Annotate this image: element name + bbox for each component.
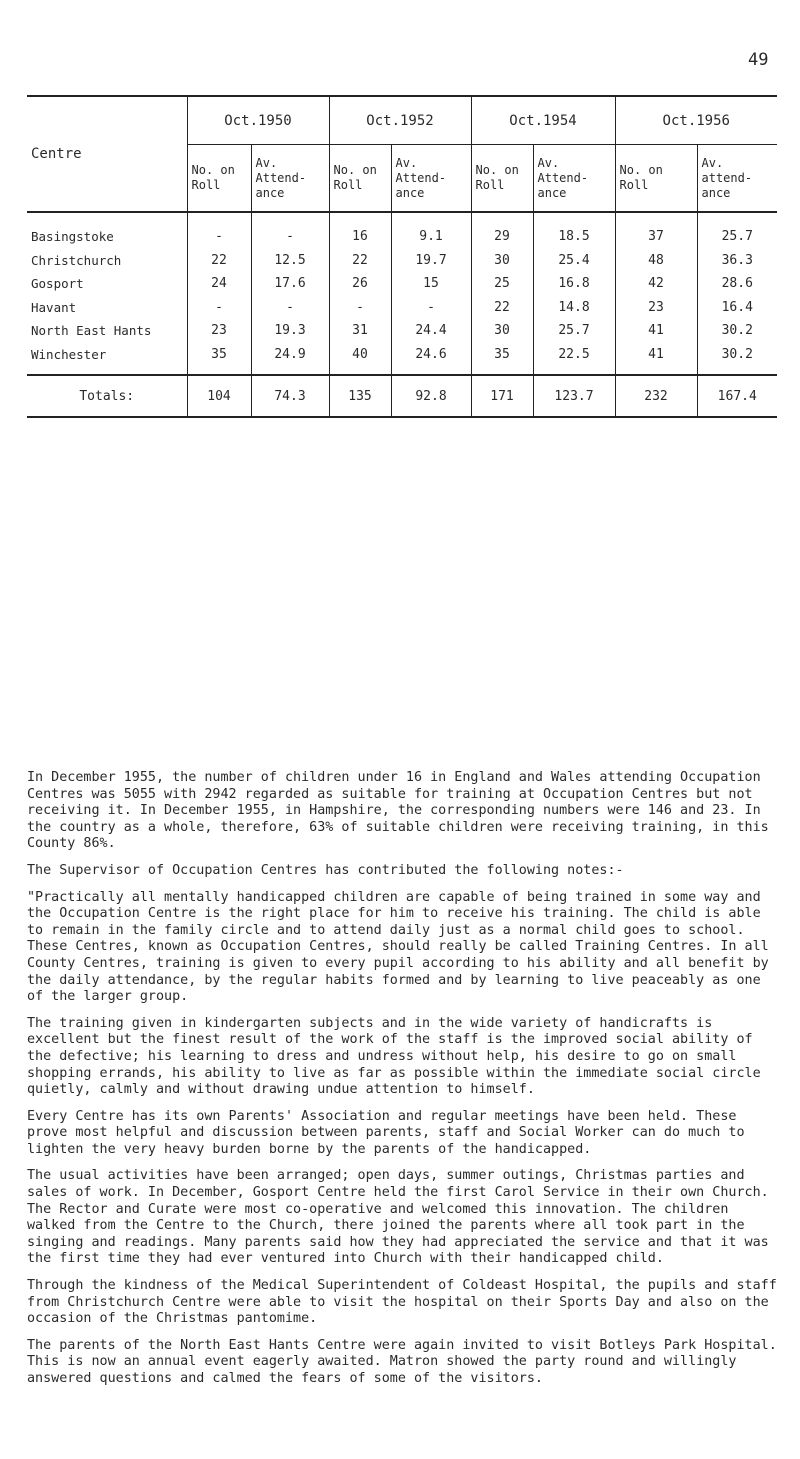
table-cell: 30: [471, 319, 533, 343]
table-row: [27, 296, 777, 320]
total-cell: 74.3: [251, 375, 329, 417]
year-header: Oct.1952: [329, 96, 471, 145]
table-cell: 42: [615, 272, 697, 296]
table-cell: 41: [615, 319, 697, 343]
paragraph: In December 1955, the number of children under 16 in England and Wales attending Occupation Centres was 5055 with 2942 regarded as suitable for training at Occupation Centres but not receiving it. In December 1955, in Hampshire, the corresponding numbers were 146 and 23. In the country as a whole, therefore, 63% of suitable children were receiving training, in this County 86%.: [27, 770, 777, 852]
table-cell: 22: [329, 249, 391, 273]
paragraph: Every Centre has its own Parents' Association and regular meetings have been held. These prove most helpful and discussion between parents, staff and Social Worker can do much to lighten the very heavy burden borne by the parents of the handicapped.: [27, 1108, 753, 1157]
table-cell: 22: [471, 296, 533, 320]
table-cell: 23: [615, 296, 697, 320]
table-cell: 16: [329, 212, 391, 249]
table-cell: 18.5: [533, 212, 615, 249]
table-cell: 36.3: [697, 249, 777, 273]
table-cell: 12.5: [251, 249, 329, 273]
table-row: [27, 212, 777, 249]
paragraph: Through the kindness of the Medical Superintendent of Coldeast Hospital, the pupils and staff from Christchurch Centre were able to visit the hospital on their Sports Day and also on the occasion of the Christmas pantomime.: [27, 1278, 785, 1327]
table-cell: 19.3: [251, 319, 329, 343]
table-cell: 24.9: [251, 343, 329, 376]
table-cell: 24.4: [391, 319, 471, 343]
table-cell: 25.4: [533, 249, 615, 273]
totals-row: [27, 375, 777, 417]
sub-header: No. on Roll: [471, 145, 533, 213]
table-cell: 30.2: [697, 343, 777, 376]
total-cell: 171: [471, 375, 533, 417]
table-cell: 29: [471, 212, 533, 249]
centre-name: Gosport: [31, 276, 84, 292]
table-row: [27, 343, 777, 376]
total-cell: 104: [187, 375, 251, 417]
total-cell: 232: [615, 375, 697, 417]
year-header: Oct.1956: [615, 96, 777, 145]
sub-header: Av. Attend-ance: [533, 145, 615, 213]
table-cell: 16.8: [533, 272, 615, 296]
table-cell: 41: [615, 343, 697, 376]
sub-header: Av. attend-ance: [697, 145, 777, 213]
body-text: [27, 770, 785, 1398]
table-cell: 40: [329, 343, 391, 376]
table-cell: 31: [329, 319, 391, 343]
occupation-centres-table: [27, 95, 777, 418]
totals-label: Totals:: [27, 375, 187, 417]
table-cell: 9.1: [391, 212, 471, 249]
page-number: 49: [748, 50, 769, 70]
total-cell: 135: [329, 375, 391, 417]
table-cell: 22.5: [533, 343, 615, 376]
table-cell: 17.6: [251, 272, 329, 296]
table-cell: 35: [187, 343, 251, 376]
paragraph: The Supervisor of Occupation Centres has contributed the following notes:-: [27, 862, 624, 878]
sub-header: No. on Roll: [329, 145, 391, 213]
table-cell: -: [251, 212, 329, 249]
paragraph: The training given in kindergarten subjects and in the wide variety of handicrafts is excellent but the finest result of the work of the staff is the improved social ability of the defective; his learning to dress and undress without help, his desire to go on small shopping errands, his ability to live as far as possible within the immediate social circle quietly, calmly and without drawing undue attention to himself.: [27, 1015, 769, 1098]
table-cell: 28.6: [697, 272, 777, 296]
table-row: [27, 272, 777, 296]
paragraph: The usual activities have been arranged; open days, summer outings, Christmas parties and sales of work. In December, Gosport Centre held the first Carol Service in their own Church. The Rector and Curate were most co-operative and welcomed this innovation. The children walked from the Centre to the Church, there joined the parents where all took part in the singing and readings. Many parents said how they had appreciated the service and that it was the first time they had ever ventured into Church with their handicapped child.: [27, 1168, 777, 1267]
year-header: Oct.1954: [471, 96, 615, 145]
total-cell: 123.7: [533, 375, 615, 417]
centre-name: North East Hants: [31, 323, 152, 339]
table-cell: 30.2: [697, 319, 777, 343]
table-row: [27, 319, 777, 343]
table-cell: -: [391, 296, 471, 320]
table-cell: -: [187, 296, 251, 320]
table-cell: -: [329, 296, 391, 320]
sub-header: Av. Attend-ance: [391, 145, 471, 213]
table-cell: 25.7: [697, 212, 777, 249]
sub-header: No. on Roll: [615, 145, 697, 213]
table-cell: -: [251, 296, 329, 320]
table-cell: 24.6: [391, 343, 471, 376]
centre-name: Basingstoke: [31, 229, 114, 245]
table-cell: 23: [187, 319, 251, 343]
year-header: Oct.1950: [187, 96, 329, 145]
table-cell: 30: [471, 249, 533, 273]
table-cell: 19.7: [391, 249, 471, 273]
centre-name: Winchester: [31, 346, 107, 362]
sub-header: No. on Roll: [187, 145, 251, 213]
table-cell: 22: [187, 249, 251, 273]
paragraph: The parents of the North East Hants Centre were again invited to visit Botleys Park Hospital. This is now an annual event eagerly awaited. Matron showed the party round and willingly answered questions and calmed the fears of some of the visitors.: [27, 1337, 785, 1386]
table-cell: 16.4: [697, 296, 777, 320]
total-cell: 167.4: [697, 375, 777, 417]
total-cell: 92.8: [391, 375, 471, 417]
centre-name: Havant: [31, 299, 77, 315]
table-cell: 15: [391, 272, 471, 296]
table-cell: 26: [329, 272, 391, 296]
table-cell: 25: [471, 272, 533, 296]
table-cell: 24: [187, 272, 251, 296]
table-row: [27, 249, 777, 273]
table-cell: 48: [615, 249, 697, 273]
table-cell: -: [187, 212, 251, 249]
table-cell: 14.8: [533, 296, 615, 320]
centre-name: Christchurch: [31, 252, 122, 268]
paragraph: "Practically all mentally handicapped children are capable of being trained in some way and the Occupation Centre is the right place for him to receive his training. The child is able to remain in the family circle and to attend daily just as a normal child goes to school. These Centres, known as Occupation Centres, should really be called Training Centres. In all County Centres, training is given to every pupil according to his ability and all benefit by the daily attendance, by the regular habits formed and by learning to live peaceably as one of the larger group.: [27, 889, 777, 1005]
table-cell: 37: [615, 212, 697, 249]
header-centre: Centre: [27, 96, 187, 212]
sub-header: Av. Attend-ance: [251, 145, 329, 213]
table-cell: 25.7: [533, 319, 615, 343]
table-cell: 35: [471, 343, 533, 376]
